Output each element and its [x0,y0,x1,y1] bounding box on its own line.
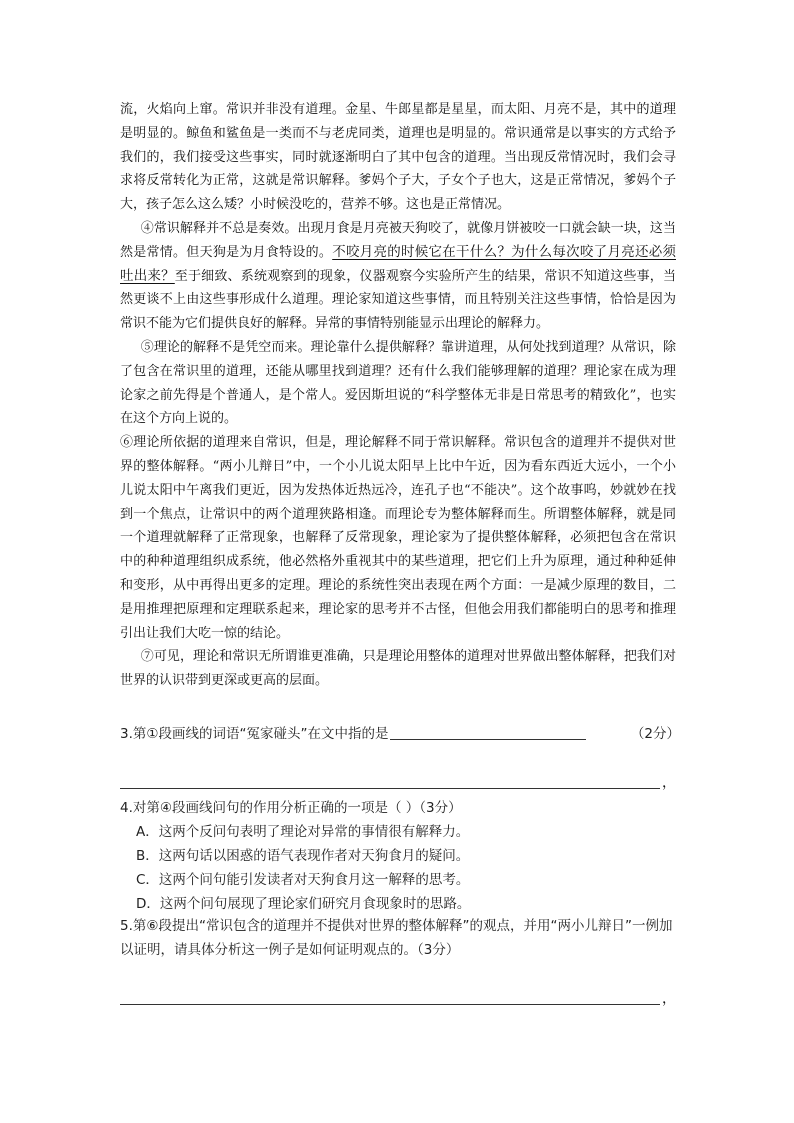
option-d[interactable]: D．这两个问句展现了理论家们研究月食现象时的思路。 [136,896,471,912]
paragraph-5: ⑤理论的解释不是凭空而来。理论靠什么提供解释？靠讲道理，从何处找到道理？从常识，除了包含在常识里的道理，还能从哪里找到道理？还有什么我们能够理解的道理？理论家在成为理论家之前先得是个普通人，是个常人。爱因斯坦说的“科学整体无非是日常思考的精致化”，也实在这个方向上说的。 [120,339,676,427]
question-5 [120,914,680,962]
question-3-score: （2分） [630,726,680,742]
question-3 [120,722,680,746]
question-4-text: 4.对第④段画线问句的作用分析正确的一项是（ ）（3分） [120,800,462,816]
paragraph-6: ⑥理论所依据的道理来自常识，但是，理论解释不同于常识解释。常识包含的道理并不提供对世界的整体解释。“两小儿辩日”中，一个小儿说太阳早上比中午近，因为看东西近大远小，一个小儿说太阳中午离我们更近，因为发热体近热远冷，连孔子也“不能决”。这个故事呜，妙就妙在找到一个焦点，让常识中的两个道理狭路相逢。而理论专为整体解释而生。所谓整体解释，就是同一个道理就解释了正常现象，也解释了反常现象，理论家为了提供整体解释，必须把包含在常识中的种种道理组织成系统，他必然格外重视其中的某些道理，把它们上升为原理，通过种种延伸和变形，从中再得出更多的定理。理论的系统性突出表现在两个方面：一是减少原理的数目，二是用推理把原理和定理联系起来，理论家的思考并不古怪，但他会用我们都能明白的思考和推理引出让我们大吃一惊的结论。 [120,435,676,641]
question-4 [120,796,680,916]
question-3-answer-blank[interactable] [390,724,586,740]
paragraph-continued: 流，火焰向上窜。常识并非没有道理。金星、牛郎星都是星星，而太阳、月亮不是，其中的道理是明显的。鲸鱼和鲨鱼是一类而不与老虎同类，道理也是明显的。常识通常是以事实的方式给予我们的，我们接受这些事实，同时就逐渐明白了其中包含的道理。当出现反常情况时，我们会寻求将反常转化为正常，这就是常识解释。爹妈个子大，子女个子也大，这是正常情况，爹妈个子大，孩子怎么这么矮？小时候没吃的，营养不够。这也是正常情况。 [120,102,676,213]
question-5-text: 5.第⑥段提出“常识包含的道理并不提供对世界的整体解释”的观点，并用“两小儿辩日”一例加以证明，请具体分析这一例子是如何证明观点的。（3分） [120,918,673,958]
paragraph-4-text-b: 至于细致、系统观察到的现象，仪器观察今实验所产生的结果，常识不知道这些事，当然更谈不上由这些事形成什么道理。理论家知道这些事情，而且特别关注这些事情，恰恰是因为常识不能为它们提供良好的解释。异常的事情特别能显示出理论的解释力。 [120,268,676,332]
question-5-answer-line[interactable] [120,988,660,1005]
paragraph-7: ⑦可见，理论和常识无所谓谁更准确，只是理论用整体的道理对世界做出整体解释，把我们对世界的认识带到更深或更高的层面。 [120,649,676,689]
paragraph-4 [120,217,676,336]
question-5-comma: ， [662,991,676,1007]
question-3-text: 3.第①段画线的词语“冤家碰头”在文中指的是 [120,726,389,742]
option-b[interactable]: B．这两句话以困惑的语气表现作者对天狗食月的疑问。 [136,848,470,864]
question-3-answer-line[interactable] [120,772,660,789]
underlined-questions: 不咬月亮的时候它在干什么？为什么每次咬了月亮还必须吐出来？ [120,243,676,284]
option-c[interactable]: C．这两个问句能引发读者对天狗食月这一解释的思考。 [136,872,470,888]
paragraph-4-text-a: ④常识解释并不总是奏效。出现月食是月亮被天狗咬了，就像月饼被咬一口就会缺一块，这当然是常情。但天狗是为月食特设的。 [120,220,676,260]
reading-passage [120,98,676,693]
question-3-comma: ， [662,775,676,791]
option-a[interactable]: A．这两个反问句表明了理论对异常的事情很有解释力。 [136,824,470,840]
